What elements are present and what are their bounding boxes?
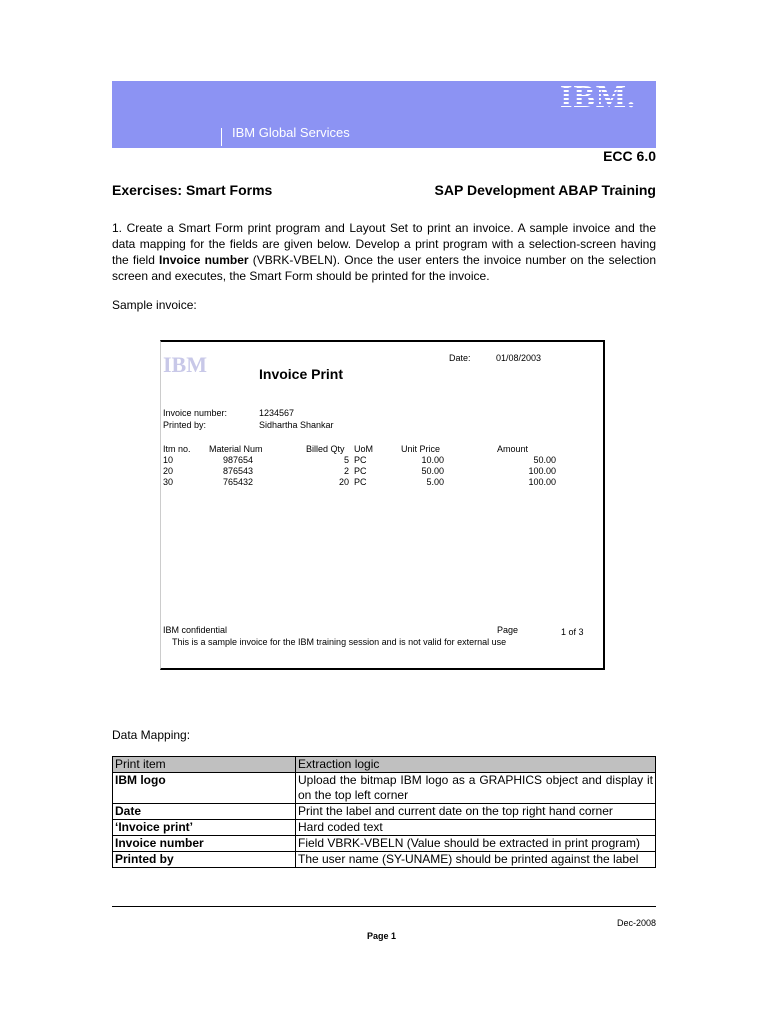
printed-by-value: Sidhartha Shankar: [259, 420, 334, 430]
footer-date: Dec-2008: [616, 918, 656, 928]
invoice-ibm-logo: IBM: [163, 352, 207, 377]
footer-divider: [112, 906, 656, 907]
cell-print-item: Date: [113, 804, 296, 820]
sample-invoice: [160, 340, 605, 670]
invoice-number-value: 1234567: [259, 408, 295, 418]
para-bold: Invoice number: [159, 253, 249, 267]
cell-billed: 5: [343, 455, 349, 465]
cell-print-item: Invoice number: [113, 836, 296, 852]
cell-amount: 50.00: [533, 455, 556, 465]
cell-price: 5.00: [426, 477, 444, 487]
col-uom: UoM: [354, 444, 374, 454]
cell-uom: PC: [354, 466, 367, 476]
para-part-2: (VBRK-VBELN). Once the user enters the invoice number on the selection screen and executes, the Smart Form should be printed for the invoice.: [112, 253, 656, 283]
cell-extraction-logic: Hard coded text: [296, 820, 656, 836]
cell-print-item: IBM logo: [113, 773, 296, 804]
table-header-row: [113, 757, 656, 773]
confidential-label: IBM confidential: [163, 625, 228, 635]
cell-itm: 10: [163, 455, 174, 465]
col-itm: Itm no.: [163, 444, 191, 454]
cell-amount: 100.00: [528, 477, 556, 487]
sample-invoice-label: Sample invoice:: [112, 298, 197, 312]
cell-extraction-logic: Upload the bitmap IBM logo as a GRAPHICS object and display it on the top left corner: [296, 773, 656, 804]
footer-page-number: Page 1: [367, 931, 397, 941]
cell-extraction-logic: The user name (SY-UNAME) should be printed against the label: [296, 852, 656, 868]
ibm-logo: IBM.: [560, 78, 636, 114]
version-label: ECC 6.0: [603, 148, 656, 164]
course-title: SAP Development ABAP Training: [434, 182, 656, 198]
invoice-number-label: Invoice number:: [163, 408, 228, 418]
header-separator: [221, 128, 222, 146]
cell-material: 765432: [223, 477, 254, 487]
table-row: [113, 836, 656, 852]
instruction-paragraph: [112, 220, 656, 284]
printed-by-label: Printed by:: [163, 420, 207, 430]
table-row: [113, 773, 656, 804]
exercise-title: Exercises: Smart Forms: [112, 182, 273, 198]
invoice-title: Invoice Print: [259, 366, 344, 382]
para-part-1: 1. Create a Smart Form print program and Layout Set to print an invoice. A sample invoice and the data mapping for the fields are given below. Develop a print program with a selection-screen having the field: [112, 221, 656, 267]
col-material: Material Num: [209, 444, 263, 454]
cell-itm: 20: [163, 466, 174, 476]
division-label: IBM Global Services: [232, 125, 350, 140]
cell-material: 987654: [223, 455, 254, 465]
cell-billed: 2: [343, 466, 349, 476]
col-amount: Amount: [497, 444, 529, 454]
cell-uom: PC: [354, 455, 367, 465]
cell-print-item: ‘Invoice print’: [113, 820, 296, 836]
table-row: [113, 804, 656, 820]
page-value: 1 of 3: [561, 627, 584, 637]
invoice-date-value: 01/08/2003: [496, 353, 542, 363]
col-price: Unit Price: [401, 444, 441, 454]
table-row: [113, 852, 656, 868]
cell-extraction-logic: Print the label and current date on the top right hand corner: [296, 804, 656, 820]
invoice-date-label: Date:: [449, 353, 471, 363]
cell-material: 876543: [223, 466, 254, 476]
cell-amount: 100.00: [528, 466, 556, 476]
cell-uom: PC: [354, 477, 367, 487]
header-extraction-logic: Extraction logic: [296, 757, 656, 773]
invoice-disclaimer: This is a sample invoice for the IBM training session and is not valid for external use: [172, 637, 507, 647]
col-billed: Billed Qty: [306, 444, 345, 454]
cell-print-item: Printed by: [113, 852, 296, 868]
data-mapping-table: [112, 756, 656, 868]
data-mapping-label: Data Mapping:: [112, 728, 191, 742]
cell-itm: 30: [163, 477, 174, 487]
cell-price: 10.00: [421, 455, 444, 465]
cell-extraction-logic: Field VBRK-VBELN (Value should be extracted in print program): [296, 836, 656, 852]
cell-price: 50.00: [421, 466, 444, 476]
cell-billed: 20: [338, 477, 349, 487]
page-label: Page: [497, 625, 519, 635]
header-print-item: Print item: [113, 757, 296, 773]
table-row: [113, 820, 656, 836]
